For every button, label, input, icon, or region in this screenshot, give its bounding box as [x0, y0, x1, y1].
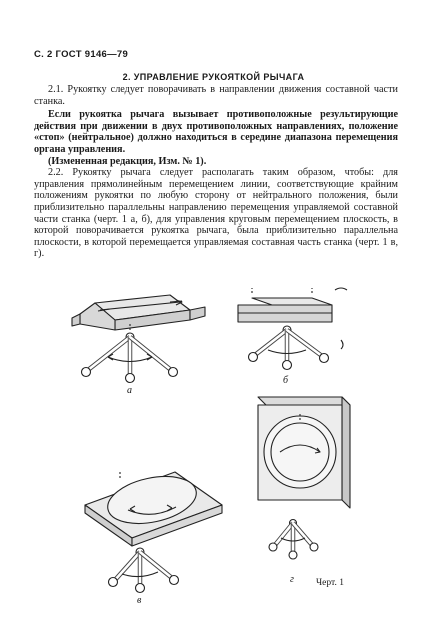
figure-a-table-lever	[72, 295, 205, 383]
figure-v-rotary-plate	[85, 469, 222, 592]
figure-label-v: в	[137, 595, 142, 606]
paragraph-stop-position: Если рукоятка рычага вызывает противоположные результирующие действия при движении в двух противоположных направлениях, положение «стоп» (нейтральное) должно находиться в середине диапазона перемещения органа управления.	[34, 109, 398, 155]
figure-b-table-lever	[238, 288, 347, 370]
section-title: 2. УПРАВЛЕНИЕ РУКОЯТКОЙ РЫЧАГА	[122, 72, 305, 82]
figure-caption: Черт. 1	[316, 578, 344, 588]
amendment-note: (Измененная редакция, Изм. № 1).	[48, 155, 207, 167]
figure-label-a: а	[127, 385, 132, 396]
figure-label-b: б	[283, 375, 289, 386]
figure-g-face-plate	[258, 397, 350, 559]
paragraph-2-1: 2.1. Рукоятку следует поворачивать в направлении движения составной части станка.	[34, 84, 398, 107]
paragraph-2-2: 2.2. Рукоятку рычага следует располагать таким образом, чтобы: для управления прямолинейным перемещением линии, соответствующие крайним положениям рукоятки по любую сторону от нейтрального положения, были приблизительно параллельны направлению перемещения управляемой составной части станка (черт. 1 а, б), для управления круговым перемещением плоскость, в которой поворачивается рукоятка рычага, была приблизительно параллельна плоскости, в которой перемещается управляемая составная часть станка (черт. 1 в, г).	[34, 167, 398, 260]
page-header: С. 2 ГОСТ 9146—79	[34, 49, 129, 60]
figure-label-g: г	[290, 574, 294, 585]
